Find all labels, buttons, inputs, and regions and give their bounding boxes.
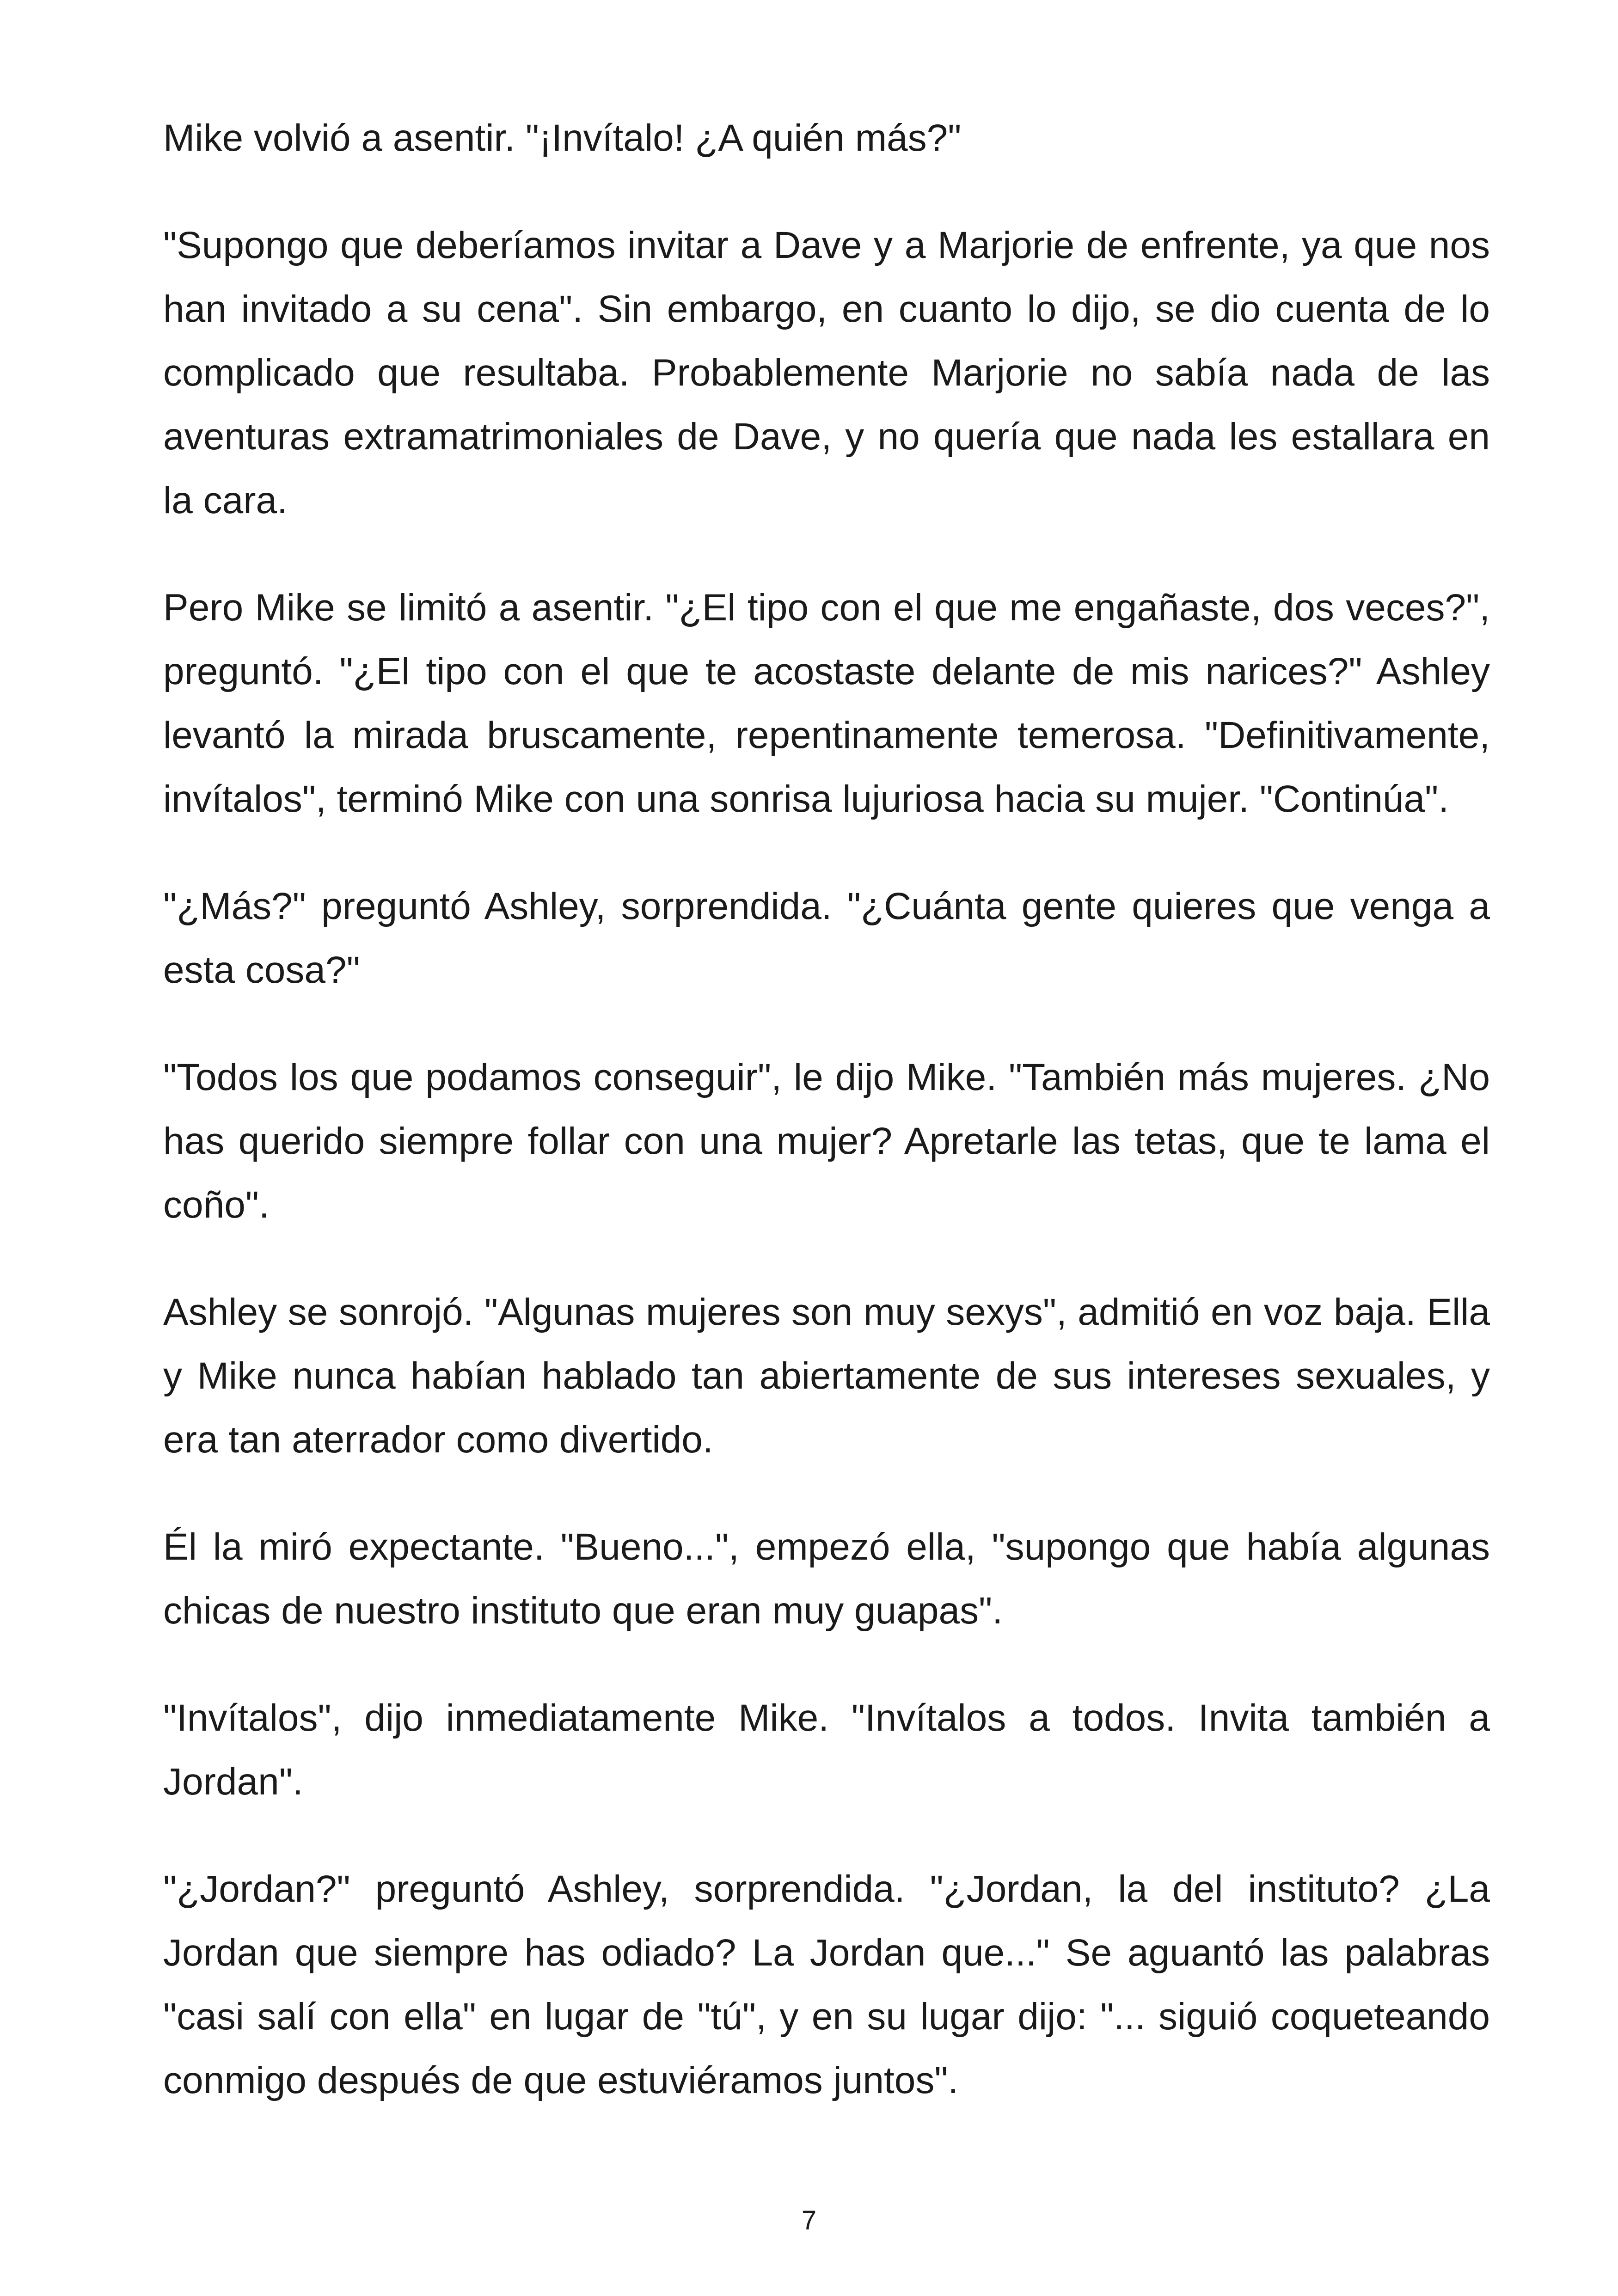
paragraph-2: "Supongo que deberíamos invitar a Dave y a Marjorie de enfrente, ya que nos han invitado a su cena". Sin embargo, en cuanto lo dijo, se dio cuenta de lo complicado que resultaba. Probablemente Marjorie no sabía nada de las aventuras extramatrimoniales de Dave, y no quería que nada les estallara en la cara.	[163, 224, 1490, 521]
paragraph-8: "Invítalos", dijo inmediatamente Mike. "Invítalos a todos. Invita también a Jordan".	[163, 1697, 1490, 1803]
paragraph-9: "¿Jordan?" preguntó Ashley, sorprendida. "¿Jordan, la del instituto? ¿La Jordan que siempre has odiado? La Jordan que..." Se aguantó las palabras "casi salí con ella" en lugar de "tú", y en su lugar dijo: "... siguió coqueteando conmigo después de que estuviéramos juntos".	[163, 1868, 1490, 2101]
body-text	[163, 106, 1490, 2156]
paragraph-4: "¿Más?" preguntó Ashley, sorprendida. "¿Cuánta gente quieres que venga a esta cosa?"	[163, 885, 1490, 991]
paragraph-5: "Todos los que podamos conseguir", le dijo Mike. "También más mujeres. ¿No has querido siempre follar con una mujer? Apretarle las tetas, que te lama el coño".	[163, 1056, 1490, 1226]
paragraph-3: Pero Mike se limitó a asentir. "¿El tipo con el que me engañaste, dos veces?", preguntó. "¿El tipo con el que te acostaste delante de mis narices?" Ashley levantó la mirada bruscamente, repentinamente temerosa. "Definitivamente, invítalos", terminó Mike con una sonrisa lujuriosa hacia su mujer. "Continúa".	[163, 587, 1490, 820]
page-number: 7	[801, 2205, 817, 2235]
paragraph-7: Él la miró expectante. "Bueno...", empezó ella, "supongo que había algunas chicas de nuestro instituto que eran muy guapas".	[163, 1526, 1490, 1632]
paragraph-1: Mike volvió a asentir. "¡Invítalo! ¿A quién más?"	[163, 117, 962, 159]
paragraph-6: Ashley se sonrojó. "Algunas mujeres son muy sexys", admitió en voz baja. Ella y Mike nunca habían hablado tan abiertamente de sus intereses sexuales, y era tan aterrador como divertido.	[163, 1291, 1490, 1461]
